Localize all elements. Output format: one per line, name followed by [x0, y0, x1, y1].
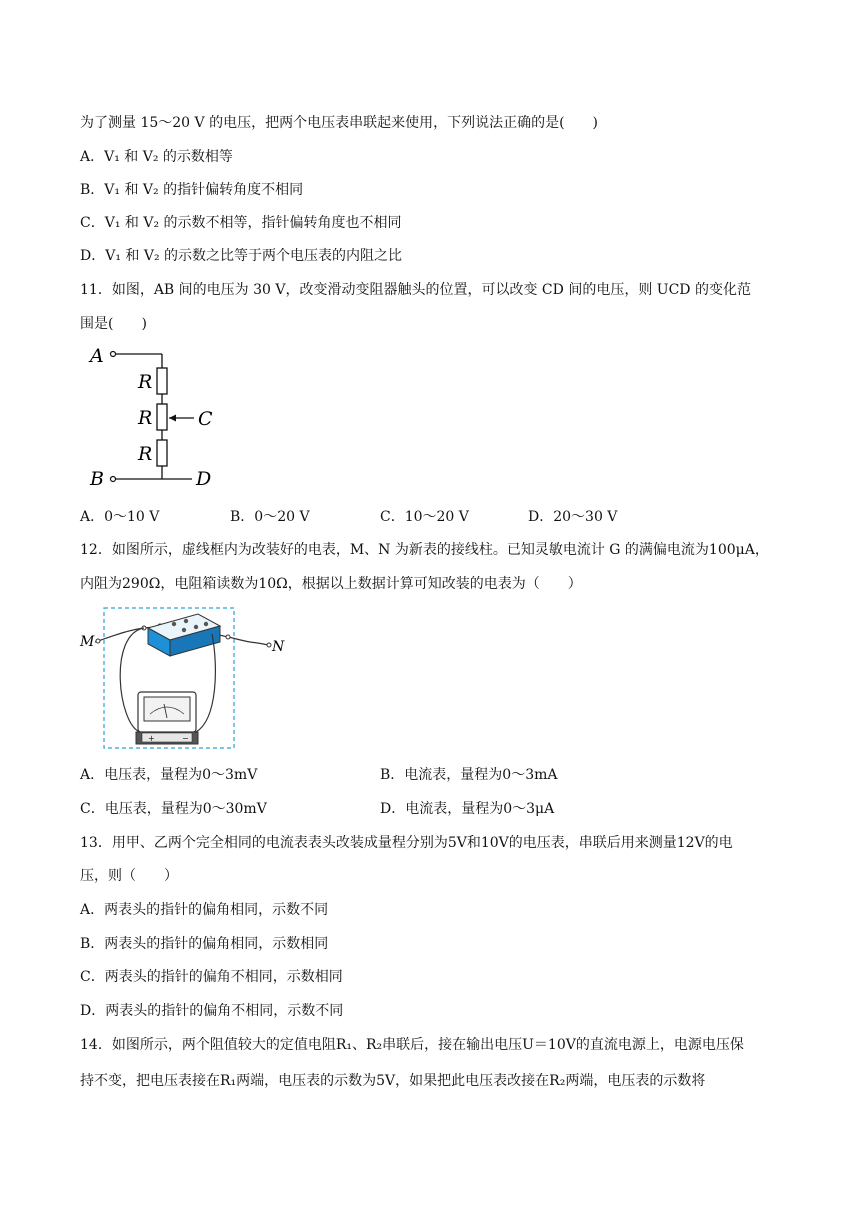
- q11-stem-line2: 围是( ): [80, 316, 147, 332]
- q12-meter-figure: [78, 604, 288, 752]
- q12-option-a: A．电压表，量程为0～3mV: [80, 767, 258, 783]
- label-a: A: [90, 345, 104, 367]
- q11-option-d: D．20～30 V: [528, 509, 618, 525]
- q13-option-b: B．两表头的指针的偏角相同，示数相同: [80, 936, 329, 952]
- q12-option-c: C．电压表，量程为0～30mV: [80, 801, 267, 817]
- label-c: C: [198, 408, 213, 430]
- q11-option-b: B．0～20 V: [230, 509, 310, 525]
- q11-circuit-diagram: [86, 342, 226, 492]
- q11-option-a: A．0～10 V: [80, 509, 160, 525]
- q12-stem-line2: 内阻为290Ω，电阻箱读数为10Ω，根据以上数据计算可知改装的电表为（ ）: [80, 576, 582, 592]
- q11-option-c: C．10～20 V: [380, 509, 469, 525]
- q13-stem-line1: 13．用甲、乙两个完全相同的电流表表头改装成量程分别为5V和10V的电压表，串联后用来测量12V的电: [80, 835, 733, 851]
- resistor-2: [157, 404, 167, 430]
- q14-stem-line2: 持不变，把电压表接在R₁两端，电压表的示数为5V，如果把此电压表改接在R₂两端，电压表的示数将: [80, 1073, 706, 1089]
- label-m: M: [80, 634, 95, 650]
- terminal-b: [111, 477, 116, 482]
- q13-option-d: D．两表头的指针的偏角不相同，示数不同: [80, 1003, 344, 1019]
- resistor-3: [157, 440, 167, 466]
- q10-option-d: D．V₁ 和 V₂ 的示数之比等于两个电压表的内阻之比: [80, 248, 403, 264]
- q10-option-a: A．V₁ 和 V₂ 的示数相等: [80, 149, 233, 165]
- slider-arrow-icon: [169, 415, 176, 422]
- label-d: D: [196, 468, 212, 490]
- terminal-a: [111, 352, 116, 357]
- q12-option-d: D．电流表，量程为0～3μA: [380, 801, 555, 817]
- label-r1: R: [138, 371, 153, 393]
- q10-option-b: B．V₁ 和 V₂ 的指针偏转角度不相同: [80, 182, 304, 198]
- svg-text:+: +: [148, 734, 155, 743]
- q13-stem-line2: 压，则（ ）: [80, 868, 178, 884]
- resistor-1: [157, 368, 167, 394]
- label-r2: R: [138, 407, 153, 429]
- q12-stem-line1: 12．如图所示，虚线框内为改装好的电表，M、N 为新表的接线柱。已知灵敏电流计 G 的满偏电流为100μA，: [80, 542, 769, 558]
- q11-circuit-figure: [86, 342, 226, 492]
- label-b: B: [90, 468, 104, 490]
- q14-stem-line1: 14．如图所示，两个阻值较大的定值电阻R₁、R₂串联后，接在输出电压U＝10V的直流电源上，电源电压保: [80, 1037, 744, 1053]
- q10-stem: 为了测量 15～20 V 的电压，把两个电压表串联起来使用，下列说法正确的是( ): [80, 115, 599, 131]
- q10-option-c: C．V₁ 和 V₂ 的示数不相等，指针偏转角度也不相同: [80, 215, 402, 231]
- q11-stem-line1: 11．如图，AB 间的电压为 30 V，改变滑动变阻器触头的位置，可以改变 CD 间的电压，则 UCD 的变化范: [80, 282, 751, 298]
- q13-option-c: C．两表头的指针的偏角不相同，示数相同: [80, 969, 343, 985]
- q13-option-a: A．两表头的指针的偏角相同，示数不同: [80, 902, 329, 918]
- svg-text:−: −: [182, 734, 189, 743]
- label-n: N: [272, 639, 285, 655]
- q12-option-b: B．电流表，量程为0～3mA: [380, 767, 558, 783]
- q12-meter-diagram: [78, 604, 288, 752]
- label-r3: R: [138, 443, 153, 465]
